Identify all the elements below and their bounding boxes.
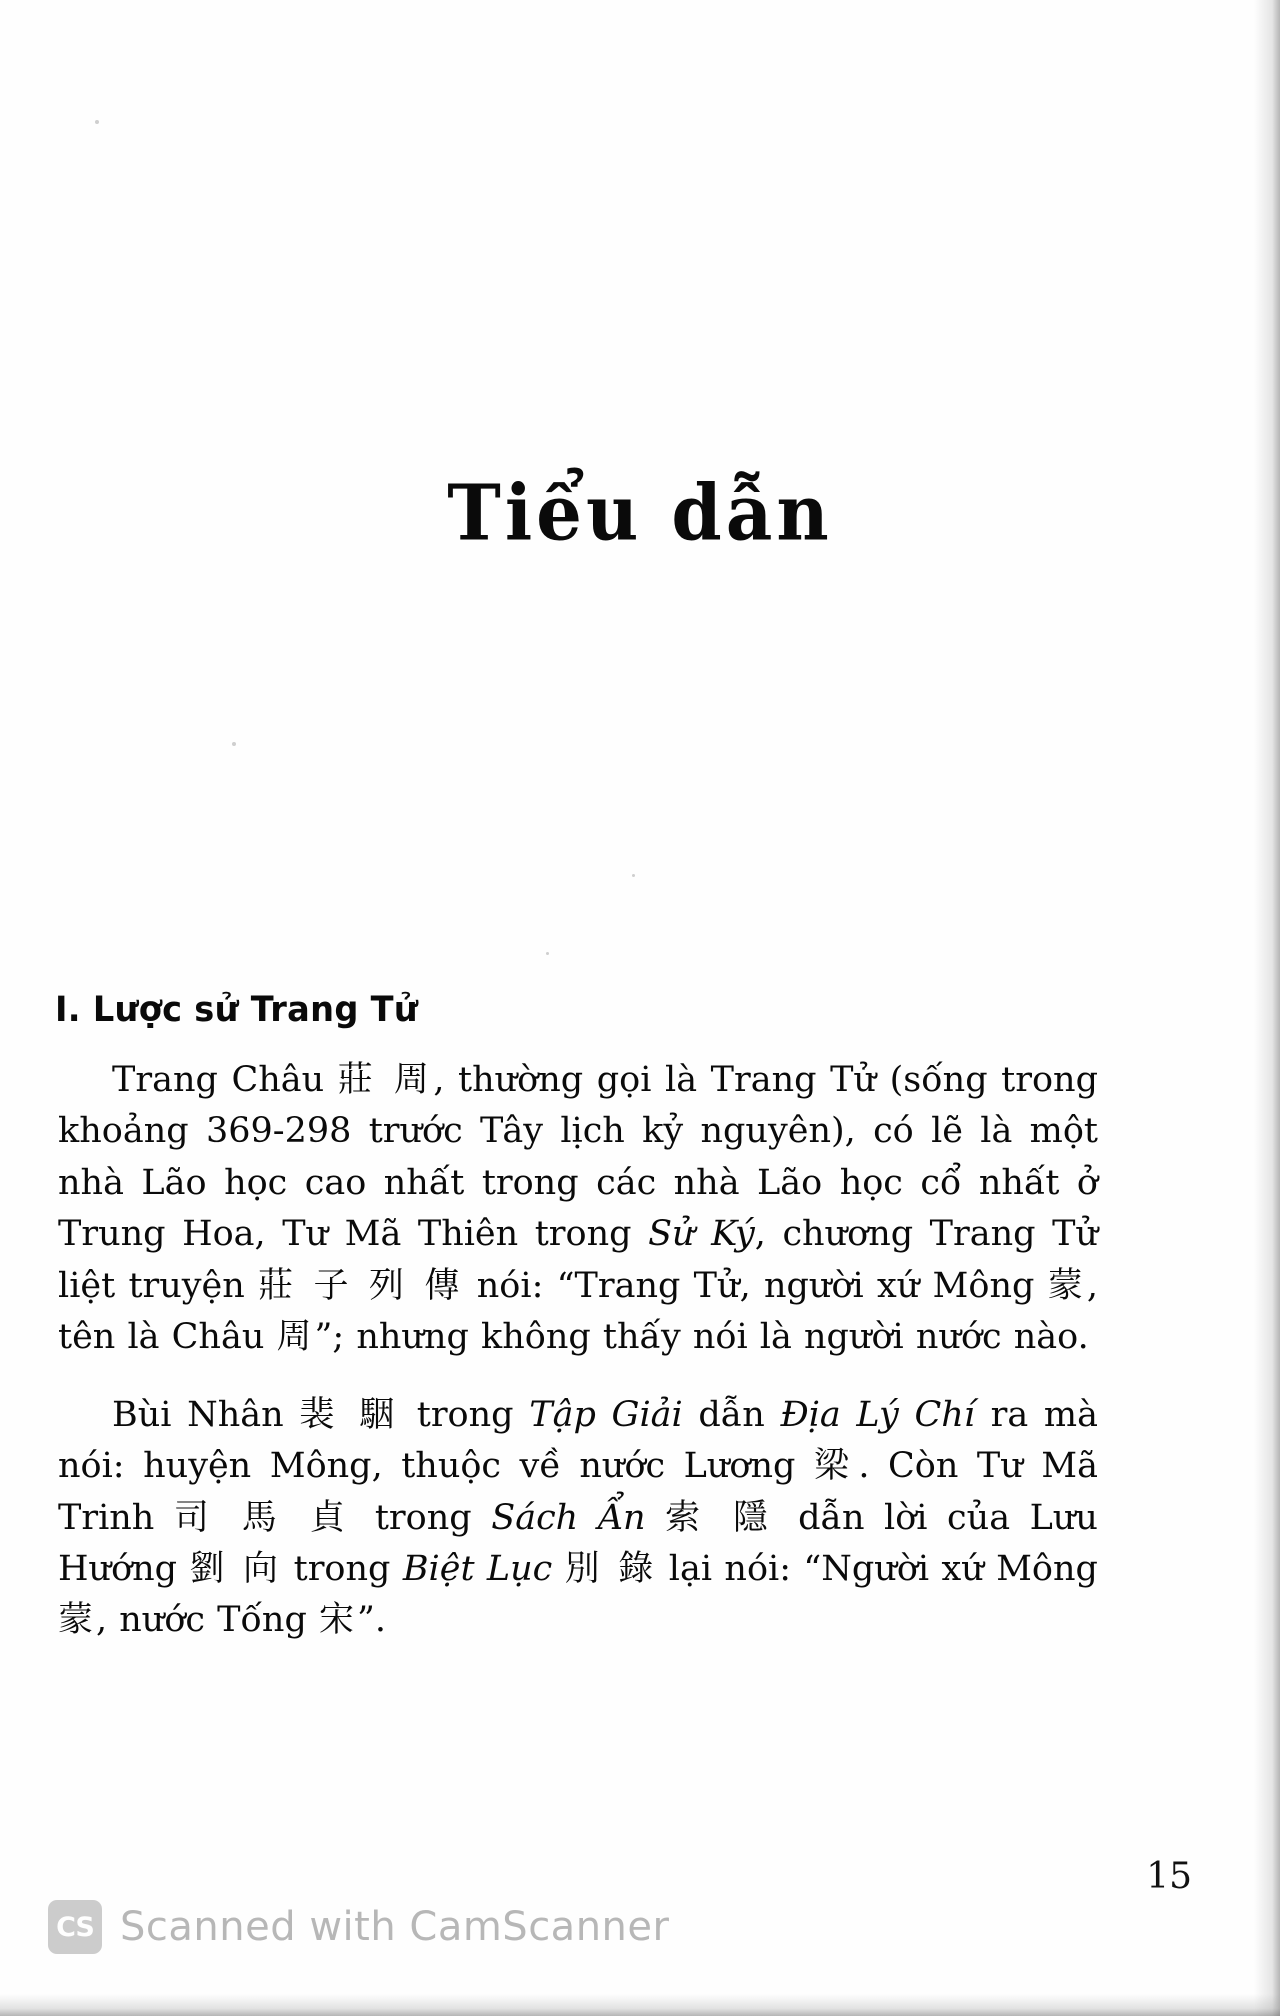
text-run: Bùi Nhân [112,1394,300,1435]
text-run [646,1498,666,1538]
page-number: 15 [1146,1856,1192,1897]
text-run: ”. [357,1600,387,1641]
han-characters-run: 索 隱 [665,1497,779,1538]
text-run [552,1549,564,1589]
text-run: dẫn [682,1394,781,1435]
scan-speck [232,742,236,746]
text-run: ra mà nói: huyện Mông, thuộc về nước Lương [58,1394,1098,1487]
text-run: trong [281,1548,403,1589]
han-characters-run: 莊 周 [337,1060,434,1100]
han-characters-run: 蒙 [58,1600,97,1641]
text-run: dẫn lời của Lưu Hướng [58,1497,1098,1589]
text-run: , chương Trang Tử liệt truyện [58,1214,1098,1306]
text-run: trong [355,1497,492,1538]
text-run: , tên là Châu [58,1265,1098,1358]
text-run: lại nói: “Người xứ Mông [656,1548,1098,1589]
italic-title-run: Tập Giải [529,1394,683,1435]
camscanner-logo-icon: CS [48,1900,102,1954]
scan-speck [632,874,635,877]
han-characters-run: 蒙 [1047,1265,1087,1306]
han-characters-run: 劉 向 [189,1548,282,1589]
italic-title-run: Sách Ẩn [491,1497,646,1538]
han-characters-run: 宋 [318,1600,357,1641]
section-heading: I. Lược sử Trang Tử [55,990,419,1030]
text-run: , nước Tống [96,1600,319,1641]
text-run: , thường gọi là Trang Tử (sống trong khoảng 369-298 trước Tây lịch kỷ nguyên), có lẽ là một nhà Lão học cao nhất trong các nhà Lão học cổ nhất ở Trung Hoa, Tư Mã Thiên trong [58,1060,1098,1255]
watermark-label: Scanned with CamScanner [120,1904,670,1950]
scan-speck [546,952,549,955]
italic-title-run: Địa Lý Chí [780,1394,975,1435]
han-characters-run: 周 [276,1317,315,1358]
text-run: nói: “Trang Tử, người xứ Mông [463,1265,1048,1306]
paragraph [58,1390,1098,1647]
chapter-title: Tiểu dẫn [447,467,833,558]
text-run: . Còn Tư Mã Trinh [58,1446,1098,1538]
scan-speck [95,120,99,124]
italic-title-run: Sử Ký [648,1214,755,1255]
han-characters-run: 別 錄 [564,1548,657,1589]
italic-title-run: Biệt Lục [402,1548,553,1589]
text-run: Trang Châu [112,1060,338,1100]
han-characters-run: 司 馬 貞 [173,1497,356,1538]
han-characters-run: 梁 [813,1446,859,1487]
paragraph [58,1055,1098,1364]
camscanner-watermark [48,1900,669,1954]
text-run: trong [401,1394,530,1435]
han-characters-run: 裴 駰 [299,1394,402,1435]
han-characters-run: 莊 子 列 傳 [258,1265,464,1306]
body-text [58,1055,1098,1661]
text-run: ”; nhưng không thấy nói là người nước nào. [314,1317,1089,1358]
